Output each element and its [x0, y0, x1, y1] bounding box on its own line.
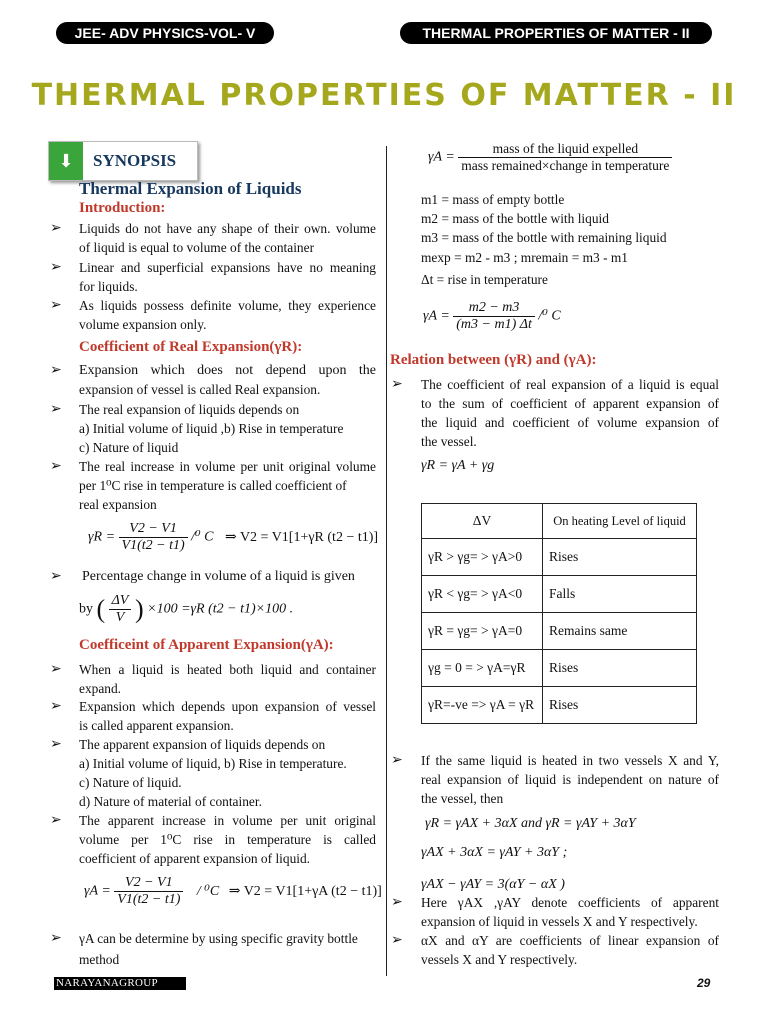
bullet-icon: ➢	[391, 932, 403, 948]
definition-line: m2 = mass of the bottle with liquid	[421, 211, 609, 226]
definition-line: mexp = m2 - m3 ; mremain = m3 - m1	[421, 250, 629, 265]
relation-heading: Relation between (γR) and (γA):	[390, 352, 597, 368]
relation-line: The coefficient of real expansion of a liquid is equal	[421, 377, 719, 392]
synopsis-badge	[48, 141, 198, 181]
bullet-icon: ➢	[50, 698, 62, 714]
eq-lhs: γA =	[428, 149, 455, 165]
bullet-icon: ➢	[50, 401, 62, 417]
eq-fraction	[458, 141, 672, 174]
eq-denominator: V1(t2 − t1)	[121, 538, 185, 553]
eq-fraction	[114, 875, 183, 908]
paren-close: )	[134, 594, 144, 624]
apparent-line: volume per 1⁰C rise in temperature is called	[79, 832, 376, 847]
eq-fraction	[119, 521, 188, 554]
bullet-icon: ➢	[50, 458, 62, 474]
equation-apparent-expansion	[84, 875, 382, 908]
eq-unit: /⁰ C	[538, 308, 561, 324]
bullet-icon: ➢	[50, 736, 62, 752]
table-cell: γR=-ve => γA = γR	[422, 687, 543, 724]
intro-line: for liquids.	[79, 279, 138, 294]
equation-percent	[79, 593, 293, 626]
page-title: THERMAL PROPERTIES OF MATTER - II	[31, 78, 737, 113]
table-cell: γR > γg= > γA>0	[422, 539, 543, 576]
table-row	[422, 613, 697, 650]
equation-xy-3: γAX − γAY = 3(αY − αX )	[421, 877, 565, 892]
real-line: per 1⁰C rise in temperature is called coefficient of	[79, 478, 347, 493]
apparent-line: The apparent expansion of liquids depends on	[79, 737, 326, 752]
intro-line: Liquids do not have any shape of their own. volume	[79, 221, 376, 236]
table-row	[422, 576, 697, 613]
paren-open: (	[96, 594, 106, 624]
table-cell: γR < γg= > γA<0	[422, 576, 543, 613]
bullet-icon: ➢	[391, 376, 403, 392]
apparent-line: coefficient of apparent expansion of liquid.	[79, 851, 311, 866]
apparent-line: When a liquid is heated both liquid and container	[79, 662, 376, 677]
real-line: The real increase in volume per unit original volume	[79, 459, 376, 474]
table-row	[422, 650, 697, 687]
real-line: a) Initial volume of liquid ,b) Rise in temperature	[79, 421, 344, 436]
table-header-cell: ΔV	[422, 504, 543, 539]
eq-lhs: γR =	[88, 529, 116, 545]
intro-heading: Introduction:	[79, 200, 166, 216]
apparent-line: a) Initial volume of liquid, b) Rise in temperature.	[79, 756, 347, 771]
eq-denominator: V1(t2 − t1)	[117, 892, 181, 907]
definition-line: m1 = mass of empty bottle	[421, 192, 565, 207]
download-arrow-icon: ⬇	[49, 142, 83, 180]
eq-by: by	[79, 601, 93, 617]
equation-mass-gamma	[423, 300, 561, 333]
eq-numerator: V2 − V1	[119, 521, 188, 538]
header-volume-tag: JEE- ADV PHYSICS-VOL- V	[56, 22, 274, 44]
two-vessel-line: the vessel, then	[421, 791, 504, 806]
equation-xy-1: γR = γAX + 3αX and γR = γAY + 3αY	[425, 816, 636, 831]
table-row	[422, 539, 697, 576]
eq-implies: ⇒ V2 = V1[1+γR (t2 − t1)]	[224, 529, 379, 545]
intro-line: volume expansion only.	[79, 317, 207, 332]
table-row	[422, 687, 697, 724]
relation-equation: γR = γA + γg	[421, 458, 495, 473]
table-header-cell: On heating Level of liquid	[543, 504, 697, 539]
header-chapter-tag: THERMAL PROPERTIES OF MATTER - II	[400, 22, 712, 44]
eq-rhs: ×100 =γR (t2 − t1)×100 .	[147, 601, 294, 617]
apparent-line: d) Nature of material of container.	[79, 794, 262, 809]
section-title: Thermal Expansion of Liquids	[79, 179, 302, 198]
real-line: c) Nature of liquid	[79, 440, 179, 455]
real-line: The real expansion of liquids depends on	[79, 402, 300, 417]
eq-fraction	[453, 300, 535, 333]
relation-line: the liquid and coefficient of volume expansion of	[421, 415, 719, 430]
eq-denominator: mass remained×change in temperature	[461, 158, 670, 173]
here-line: Here γAX ,γAY denote coefficients of apparent	[421, 895, 719, 910]
eq-numerator: mass of the liquid expelled	[458, 141, 672, 158]
level-table	[421, 503, 697, 724]
here-line: expansion of liquid in vessels X and Y respectively.	[421, 914, 698, 929]
table-cell: Rises	[543, 650, 697, 687]
real-line: expansion of vessel is called Real expansion.	[79, 382, 321, 397]
percent-line: Percentage change in volume of a liquid is given	[82, 569, 355, 584]
apparent-line: Expansion which depends upon expansion of vessel	[79, 699, 376, 714]
bullet-icon: ➢	[391, 752, 403, 768]
bullet-icon: ➢	[50, 259, 62, 275]
eq-fraction	[109, 593, 132, 626]
eq-unit: / ⁰C	[196, 883, 220, 899]
synopsis-label: SYNOPSIS	[83, 142, 197, 180]
relation-line: the vessel.	[421, 434, 477, 449]
bullet-icon: ➢	[50, 812, 62, 828]
table-cell: Rises	[543, 539, 697, 576]
gravity-line: γA can be determine by using specific gravity bottle	[79, 931, 358, 946]
table-cell: Remains same	[543, 613, 697, 650]
intro-line: of liquid is equal to volume of the container	[79, 240, 315, 255]
eq-denominator: V	[115, 610, 125, 625]
eq-unit: /⁰ C	[191, 529, 214, 545]
alpha-line: vessels X and Y respectively.	[421, 952, 578, 967]
table-header-row	[422, 504, 697, 539]
relation-line: to the sum of coefficient of apparent expansion of	[421, 396, 719, 411]
apparent-line: The apparent increase in volume per unit original	[79, 813, 376, 828]
eq-numerator: V2 − V1	[114, 875, 183, 892]
page-number: 29	[697, 976, 711, 990]
publisher-brand: NARAYANAGROUP	[54, 977, 186, 990]
table-cell: γR = γg= > γA=0	[422, 613, 543, 650]
alpha-line: αX and αY are coefficients of linear expansion of	[421, 933, 719, 948]
bullet-icon: ➢	[50, 220, 62, 236]
table-cell: Falls	[543, 576, 697, 613]
table-cell: Rises	[543, 687, 697, 724]
bullet-icon: ➢	[50, 930, 62, 946]
intro-line: As liquids possess definite volume, they experience	[79, 298, 376, 313]
two-vessel-line: real expansion of liquid is independent on nature of	[421, 772, 719, 787]
definition-line: Δt = rise in temperature	[421, 272, 548, 287]
apparent-line: c) Nature of liquid.	[79, 775, 182, 790]
two-vessel-line: If the same liquid is heated in two vessels X and Y,	[421, 753, 719, 768]
column-divider	[386, 146, 387, 976]
eq-numerator: ΔV	[109, 593, 132, 610]
eq-lhs: γA =	[84, 883, 111, 899]
intro-line: Linear and superficial expansions have no meaning	[79, 260, 376, 275]
eq-implies: ⇒ V2 = V1[1+γA (t2 − t1)]	[228, 883, 382, 899]
definition-line: m3 = mass of the bottle with remaining liquid	[421, 230, 667, 245]
eq-lhs: γA =	[423, 308, 450, 324]
gravity-line: method	[79, 952, 120, 967]
eq-denominator: (m3 − m1) Δt	[456, 317, 532, 332]
bullet-icon: ➢	[50, 568, 62, 584]
equation-xy-2: γAX + 3αX = γAY + 3αY ;	[421, 845, 568, 860]
equation-mass-ratio	[428, 141, 672, 174]
equation-real-expansion	[88, 521, 378, 554]
bullet-icon: ➢	[50, 362, 62, 378]
table-cell: γg = 0 = > γA=γR	[422, 650, 543, 687]
apparent-line: is called apparent expansion.	[79, 718, 234, 733]
bullet-icon: ➢	[391, 894, 403, 910]
apparent-expansion-heading: Coefficeint of Apparent Expansion(γA):	[79, 637, 334, 653]
real-line: real expansion	[79, 497, 157, 512]
real-line: Expansion which does not depend upon the	[79, 363, 376, 378]
apparent-line: expand.	[79, 681, 122, 696]
bullet-icon: ➢	[50, 661, 62, 677]
bullet-icon: ➢	[50, 297, 62, 313]
real-expansion-heading: Coefficient of Real Expansion(γR):	[79, 339, 303, 355]
eq-numerator: m2 − m3	[453, 300, 535, 317]
